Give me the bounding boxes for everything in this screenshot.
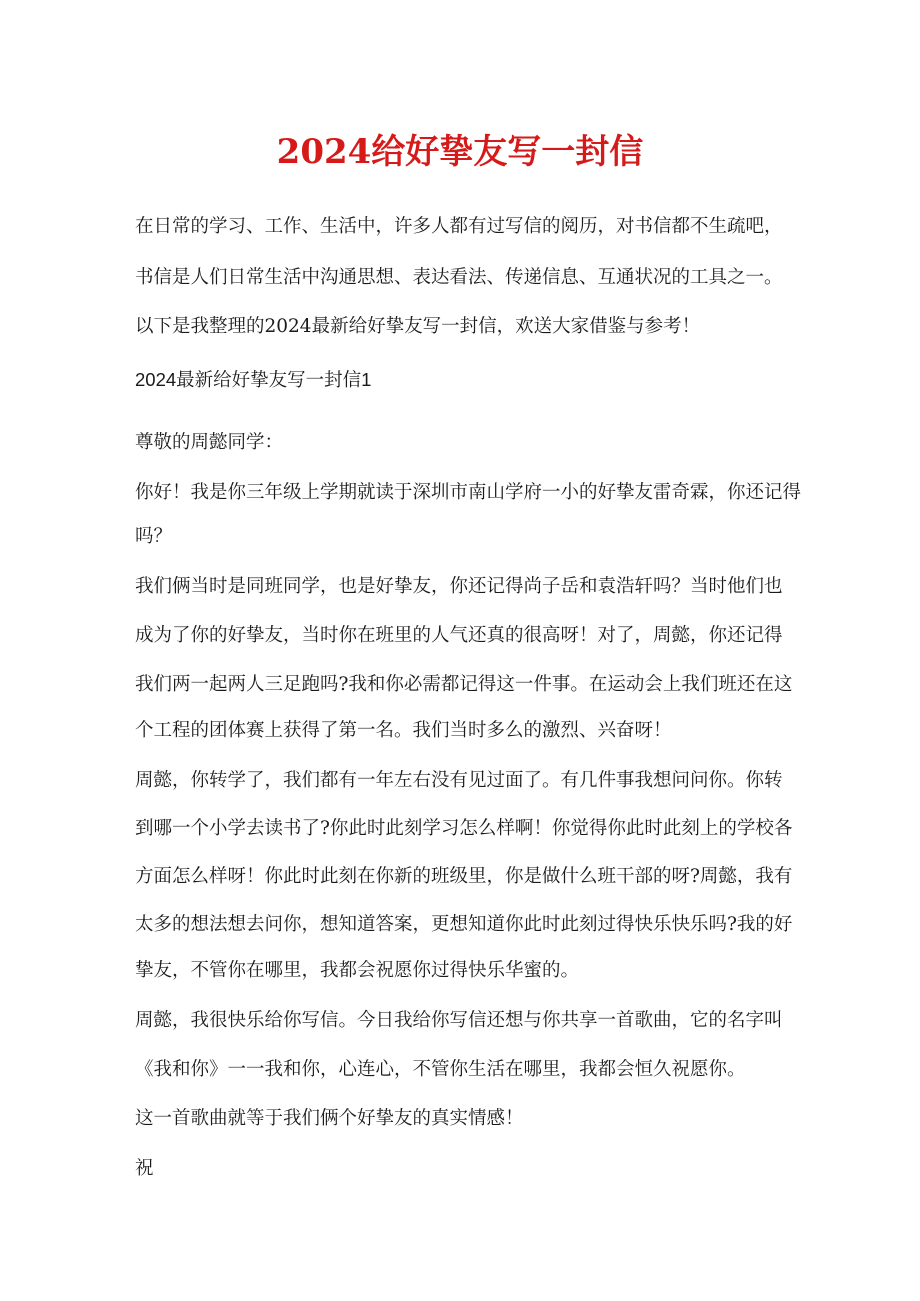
letter-line: 周懿，你转学了，我们都有一年左右没有见过面了。有几件事我想问问你。你转 — [135, 770, 783, 791]
intro-line-2: 书信是人们日常生活中沟通思想、表达看法、传递信息、互通状况的工具之一。 — [135, 267, 783, 288]
letter-line: 太多的想法想去问你，想知道答案，更想知道你此时此刻过得快乐快乐吗?我的好 — [135, 914, 793, 935]
letter-salutation: 尊敬的周懿同学： — [135, 432, 284, 453]
letter-line: 周懿，我很快乐给你写信。今日我给你写信还想与你共享一首歌曲，它的名字叫 — [135, 1010, 783, 1031]
document-title: 2024给好挚友写一封信 — [276, 132, 644, 172]
letter-line: 你好！我是你三年级上学期就读于深圳市南山学府一小的好挚友雷奇霖，你还记得 — [135, 482, 802, 503]
letter-line: 我们两一起两人三足跑吗?我和你必需都记得这一件事。在运动会上我们班还在这 — [135, 674, 793, 695]
letter-line: 方面怎么样呀！你此时此刻在你新的班级里，你是做什么班干部的呀?周懿，我有 — [135, 866, 793, 887]
section-heading: 2024最新给好挚友写一封信1 — [135, 369, 372, 390]
letter-line: 《我和你》一一我和你，心连心，不管你生活在哪里，我都会恒久祝愿你。 — [135, 1059, 746, 1080]
intro-line-1: 在日常的学习、工作、生活中，许多人都有过写信的阅历，对书信都不生疏吧， — [135, 216, 783, 237]
letter-line: 吗？ — [135, 526, 173, 547]
letter-line: 到哪一个小学去读书了?你此时此刻学习怎么样啊！你觉得你此时此刻上的学校各 — [135, 818, 793, 839]
letter-line: 挚友，不管你在哪里，我都会祝愿你过得快乐华蜜的。 — [135, 960, 580, 981]
intro-line-3: 以下是我整理的2024最新给好挚友写一封信，欢送大家借鉴与参考！ — [135, 316, 701, 337]
letter-line: 这一首歌曲就等于我们俩个好挚友的真实情感！ — [135, 1108, 524, 1129]
letter-line: 我们俩当时是同班同学，也是好挚友，你还记得尚子岳和袁浩轩吗？当时他们也 — [135, 576, 783, 597]
letter-line: 成为了你的好挚友，当时你在班里的人气还真的很高呀！对了，周懿，你还记得 — [135, 625, 783, 646]
letter-line: 个工程的团体赛上获得了第一名。我们当时多么的激烈、兴奋呀！ — [135, 720, 672, 741]
letter-closing: 祝 — [135, 1158, 154, 1179]
